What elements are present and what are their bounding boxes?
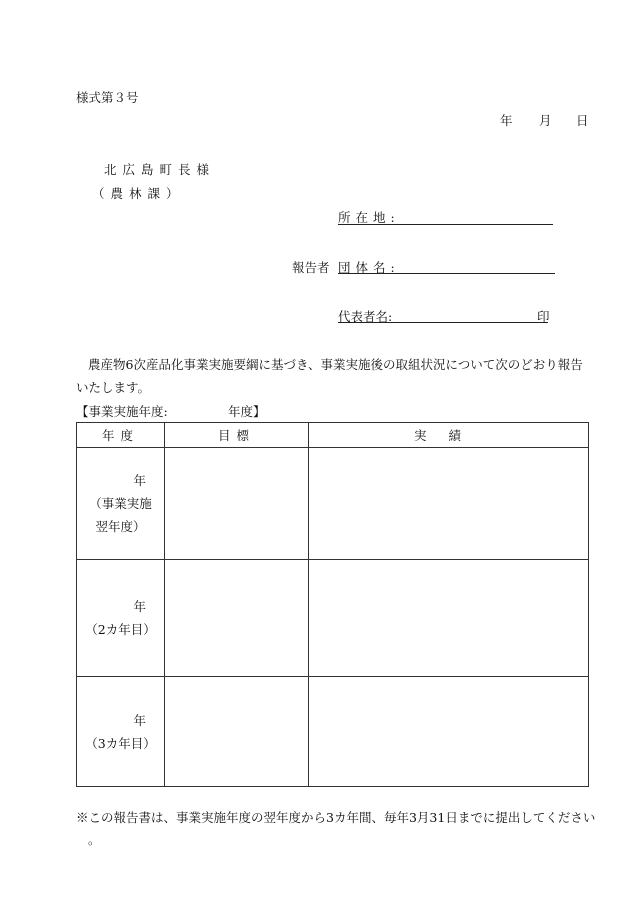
year-note: （3カ年目） xyxy=(85,735,156,751)
body-text-line2: いたします。 xyxy=(76,380,151,395)
table-row xyxy=(77,560,589,677)
footer-note-line2: 。 xyxy=(88,832,101,847)
table-row xyxy=(77,677,589,787)
target-cell[interactable] xyxy=(165,560,309,677)
addressee-name: 北広島町長様 xyxy=(104,162,216,177)
table-row xyxy=(77,448,589,560)
header-result: 実績 xyxy=(309,423,589,448)
fiscal-year-prefix: 【事業実施年度: xyxy=(76,404,168,419)
year-cell xyxy=(77,560,165,677)
target-cell[interactable] xyxy=(165,677,309,787)
year-label: 年 xyxy=(133,599,146,614)
address-label: 所在地: xyxy=(338,210,400,225)
representative-label: 代表者名: xyxy=(338,309,393,324)
header-target: 目標 xyxy=(165,423,309,448)
year-label: 年 xyxy=(133,712,146,728)
fiscal-year-suffix: 年度】 xyxy=(228,404,266,419)
year-label: 年 xyxy=(133,473,146,488)
reporter-label: 報告者 xyxy=(292,260,330,275)
result-cell[interactable] xyxy=(309,560,589,677)
footer-note-line1: ※この報告書は、事業実施年度の翌年度から3カ年間、毎年3月31日までに提出してください xyxy=(76,810,596,825)
address-underline xyxy=(338,224,553,225)
report-table xyxy=(76,422,589,787)
year-note: （2カ年目） xyxy=(85,622,156,637)
body-text-line1: 農産物6次産品化事業実施要綱に基づき、事業実施後の取組状況について次のどおり報告 xyxy=(88,357,583,372)
addressee-department: （農林課） xyxy=(92,186,185,201)
result-cell[interactable] xyxy=(309,448,589,560)
target-cell[interactable] xyxy=(165,448,309,560)
date-month-label: 月 xyxy=(539,113,552,128)
representative-underline xyxy=(338,322,548,323)
year-note: 翌年度） xyxy=(95,519,146,534)
date-year-label: 年 xyxy=(500,113,513,128)
date-day-label: 日 xyxy=(576,113,589,128)
result-cell[interactable] xyxy=(309,677,589,787)
group-name-underline xyxy=(338,273,555,274)
year-cell xyxy=(77,448,165,560)
group-name-label: 団体名: xyxy=(338,260,400,275)
year-note: （事業実施 xyxy=(89,496,152,511)
form-number: 様式第３号 xyxy=(76,90,139,105)
table-header-row xyxy=(77,423,589,448)
year-cell xyxy=(77,677,165,787)
seal-mark: 印 xyxy=(537,309,550,324)
header-year: 年度 xyxy=(77,423,165,448)
